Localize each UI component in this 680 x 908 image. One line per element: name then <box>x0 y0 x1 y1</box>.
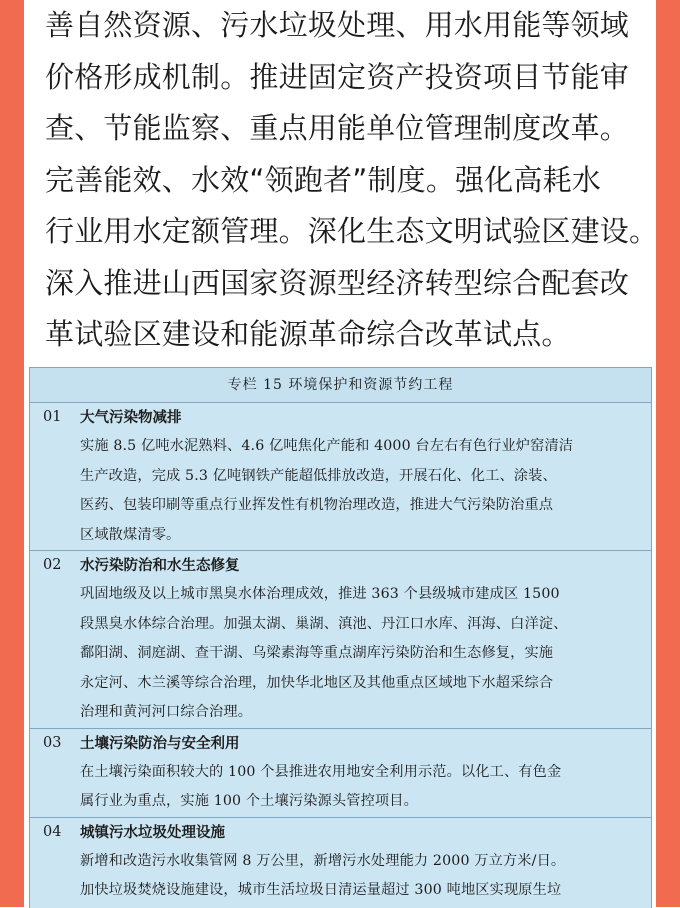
section-body <box>30 847 651 906</box>
section-line: 段黑臭水体综合治理。加强太湖、巢湖、滇池、丹江口水库、洱海、白洋淀、 <box>80 615 568 632</box>
section-line: 实施 8.5 亿吨水泥熟料、4.6 亿吨焦化产能和 4000 台左右有色行业炉窑清洁 <box>80 438 574 454</box>
document-page <box>24 0 659 907</box>
section-header <box>30 818 651 847</box>
section-body <box>30 432 651 550</box>
section-line: 永定河、木兰溪等综合治理，加快华北地区及其他重点区域地下水超采综合 <box>80 674 554 691</box>
special-column-box <box>29 367 652 908</box>
section-number: 04 <box>43 823 62 840</box>
project-section <box>30 818 651 906</box>
project-section <box>30 403 651 551</box>
project-section <box>30 729 651 818</box>
section-line: 巩固地级及以上城市黑臭水体治理成效，推进 363 个县级城市建成区 1500 <box>80 586 560 602</box>
section-title: 水污染防治和水生态修复 <box>80 557 240 574</box>
section-line: 鄱阳湖、洞庭湖、查干湖、乌梁素海等重点湖库污染防治和生态修复，实施 <box>80 645 554 661</box>
section-header <box>30 403 651 432</box>
section-line: 在土壤污染面积较大的 100 个县推进农用地安全利用示范。以化工、有色金 <box>80 763 562 780</box>
section-header <box>30 551 651 580</box>
section-title: 大气污染物减排 <box>80 409 182 426</box>
box-title: 专栏 15 环境保护和资源节约工程 <box>30 368 651 403</box>
section-line: 新增和改造污水收集管网 8 万公里，新增污水处理能力 2000 万立方米/日。 <box>80 852 566 869</box>
section-body <box>30 758 651 817</box>
section-body <box>30 580 651 728</box>
section-number: 01 <box>43 409 62 425</box>
paragraph-line: 价格形成机制。推进固定资产投资项目节能审 <box>45 59 630 94</box>
section-number: 02 <box>43 557 62 573</box>
section-line: 加快垃圾焚烧设施建设，城市生活垃圾日清运量超过 300 吨地区实现原生垃 <box>80 882 562 898</box>
section-title: 土壤污染防治与安全利用 <box>80 734 240 752</box>
paragraph-line: 完善能效、水效“领跑者”制度。强化高耗水 <box>45 162 602 197</box>
paragraph-line: 查、节能监察、重点用能单位管理制度改革。 <box>45 111 630 145</box>
section-number: 03 <box>43 734 62 751</box>
section-line: 治理和黄河河口综合治理。 <box>80 704 253 720</box>
project-section <box>30 551 651 729</box>
section-line: 生产改造，完成 5.3 亿吨钢铁产能超低排放改造，开展石化、化工、涂装、 <box>80 467 557 484</box>
paragraph-line: 深入推进山西国家资源型经济转型综合配套改 <box>45 265 630 300</box>
section-line: 区域散煤清零。 <box>80 526 181 543</box>
paragraph-line: 善自然资源、污水垃圾处理、用水用能等领域 <box>45 8 630 42</box>
section-header <box>30 729 651 758</box>
section-line: 医药、包装印刷等重点行业挥发性有机物治理改造，推进大气污染防治重点 <box>80 497 554 513</box>
paragraph-line: 革试验区建设和能源革命综合改革试点。 <box>45 317 571 351</box>
section-title: 城镇污水垃圾处理设施 <box>80 823 225 841</box>
paragraph-line: 行业用水定额管理。深化生态文明试验区建设。 <box>45 214 659 248</box>
section-line: 属行业为重点，实施 100 个土壤污染源头管控项目。 <box>80 793 418 809</box>
body-paragraph <box>45 0 659 361</box>
